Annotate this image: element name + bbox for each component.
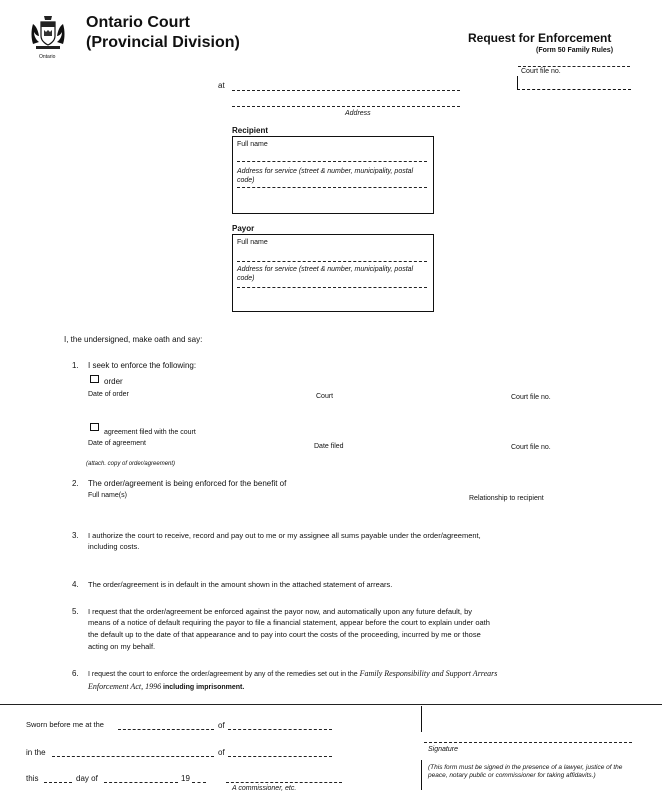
- payor-address-field[interactable]: [237, 287, 427, 288]
- sworn-of-field[interactable]: [228, 729, 332, 730]
- court-location-field[interactable]: [232, 90, 460, 91]
- item6-act-title: Family Responsibility and Support Arrears: [359, 669, 498, 678]
- footer-vertical-divider: [421, 706, 422, 732]
- in-the-label: in the: [26, 748, 46, 757]
- item2-text: The order/agreement is being enforced for the benefit of: [88, 479, 287, 488]
- order-checkbox[interactable]: [90, 375, 99, 383]
- date-of-agreement-label: Date of agreement: [88, 440, 146, 447]
- year-field[interactable]: [192, 782, 206, 783]
- item1-text: I seek to enforce the following:: [88, 361, 197, 370]
- item5-line1: I request that the order/agreement be enforced against the payor now, and automatically upon any future default, by: [88, 607, 472, 616]
- court-address-field[interactable]: [232, 106, 460, 107]
- item5-number: 5.: [72, 607, 79, 616]
- item3-line1: I authorize the court to receive, record and pay out to me or my assignee all sums payable under the order/agreement,: [88, 531, 481, 540]
- agreement-court-file-label: Court file no.: [511, 444, 551, 451]
- item4-text: The order/agreement is in default in the amount shown in the attached statement of arrears.: [88, 580, 393, 589]
- court-file-no-field[interactable]: [517, 76, 631, 90]
- in-of-field[interactable]: [228, 756, 332, 757]
- footer-vertical-divider-2: [421, 760, 422, 790]
- recipient-heading: Recipient: [232, 126, 269, 135]
- date-of-order-label: Date of order: [88, 391, 129, 398]
- sworn-label: Sworn before me at the: [26, 720, 104, 729]
- address-caption: Address: [345, 110, 371, 117]
- item6-number: 6.: [72, 669, 79, 678]
- item5-line2: means of a notice of default requiring the payor to file a financial statement, appear before the court to explain under oath: [88, 618, 490, 627]
- sworn-place-field[interactable]: [118, 729, 214, 730]
- item1-number: 1.: [72, 361, 79, 370]
- court-label: Court: [316, 393, 334, 400]
- item6-line2-text: including imprisonment.: [163, 684, 245, 691]
- item6-line2: [88, 682, 244, 691]
- ontario-crest-icon: [30, 14, 66, 54]
- form-title: Request for Enforcement: [468, 31, 612, 45]
- item6-act-title-cont: Enforcement Act, 1996: [88, 682, 162, 691]
- recipient-full-name-field[interactable]: [237, 161, 427, 162]
- payor-heading: Payor: [232, 224, 255, 233]
- order-label: order: [104, 377, 123, 386]
- recipient-address-label: Address for service (street & number, municipality, postal code): [237, 168, 414, 184]
- at-label: at: [218, 81, 225, 90]
- payor-full-name-label: Full name: [237, 239, 268, 246]
- item3-line2: including costs.: [88, 542, 140, 551]
- court-name-line2: (Provincial Division): [86, 34, 240, 51]
- crest-caption: Ontario: [39, 54, 56, 60]
- year-prefix: 19: [181, 774, 190, 783]
- item2-number: 2.: [72, 479, 79, 488]
- payor-address-label: Address for service (street & number, municipality, postal code): [237, 266, 414, 282]
- item5-line4: acting on my behalf.: [88, 642, 156, 651]
- recipient-full-name-label: Full name: [237, 141, 268, 148]
- agreement-label: agreement filed with the court: [104, 429, 196, 436]
- of-label-1: of: [218, 721, 225, 730]
- month-field[interactable]: [104, 782, 178, 783]
- full-names-label: Full name(s): [88, 492, 127, 499]
- form-subtitle: (Form 50 Family Rules): [536, 47, 614, 54]
- commissioner-field[interactable]: [226, 782, 342, 783]
- item6-line1: [88, 669, 497, 678]
- footer-divider: [0, 704, 662, 705]
- relationship-label: Relationship to recipient: [469, 495, 544, 502]
- payor-box: [232, 234, 434, 312]
- signature-label: Signature: [428, 746, 458, 753]
- signature-field[interactable]: [424, 742, 632, 743]
- this-label: this: [26, 774, 39, 783]
- item6-line1-text: I request the court to enforce the order/agreement by any of the remedies set out in the: [88, 671, 358, 678]
- item3-number: 3.: [72, 531, 79, 540]
- payor-full-name-field[interactable]: [237, 261, 427, 262]
- recipient-address-field[interactable]: [237, 187, 427, 188]
- in-the-field[interactable]: [52, 756, 214, 757]
- commissioner-label: A commissioner, etc.: [232, 785, 297, 792]
- court-name-line1: Ontario Court: [86, 14, 190, 31]
- day-field[interactable]: [44, 782, 72, 783]
- agreement-checkbox[interactable]: [90, 423, 99, 431]
- date-filed-label: Date filed: [314, 443, 344, 450]
- attach-note: (attach. copy of order/agreement): [86, 461, 176, 467]
- recipient-box: [232, 136, 434, 214]
- court-file-label: Court file no.: [521, 68, 561, 75]
- signing-note: (This form must be signed in the presence of a lawyer, justice of the peace, notary public or commissioner for taking affidavits.): [428, 764, 623, 779]
- order-court-file-label: Court file no.: [511, 394, 551, 401]
- item4-number: 4.: [72, 580, 79, 589]
- oath-intro: I, the undersigned, make oath and say:: [64, 335, 203, 344]
- of-label-2: of: [218, 748, 225, 757]
- item5-line3: the default up to the date of that appearance and to pay into court the costs of the proceeding, incurred by me or those: [88, 630, 481, 639]
- day-of-label: day of: [76, 774, 98, 783]
